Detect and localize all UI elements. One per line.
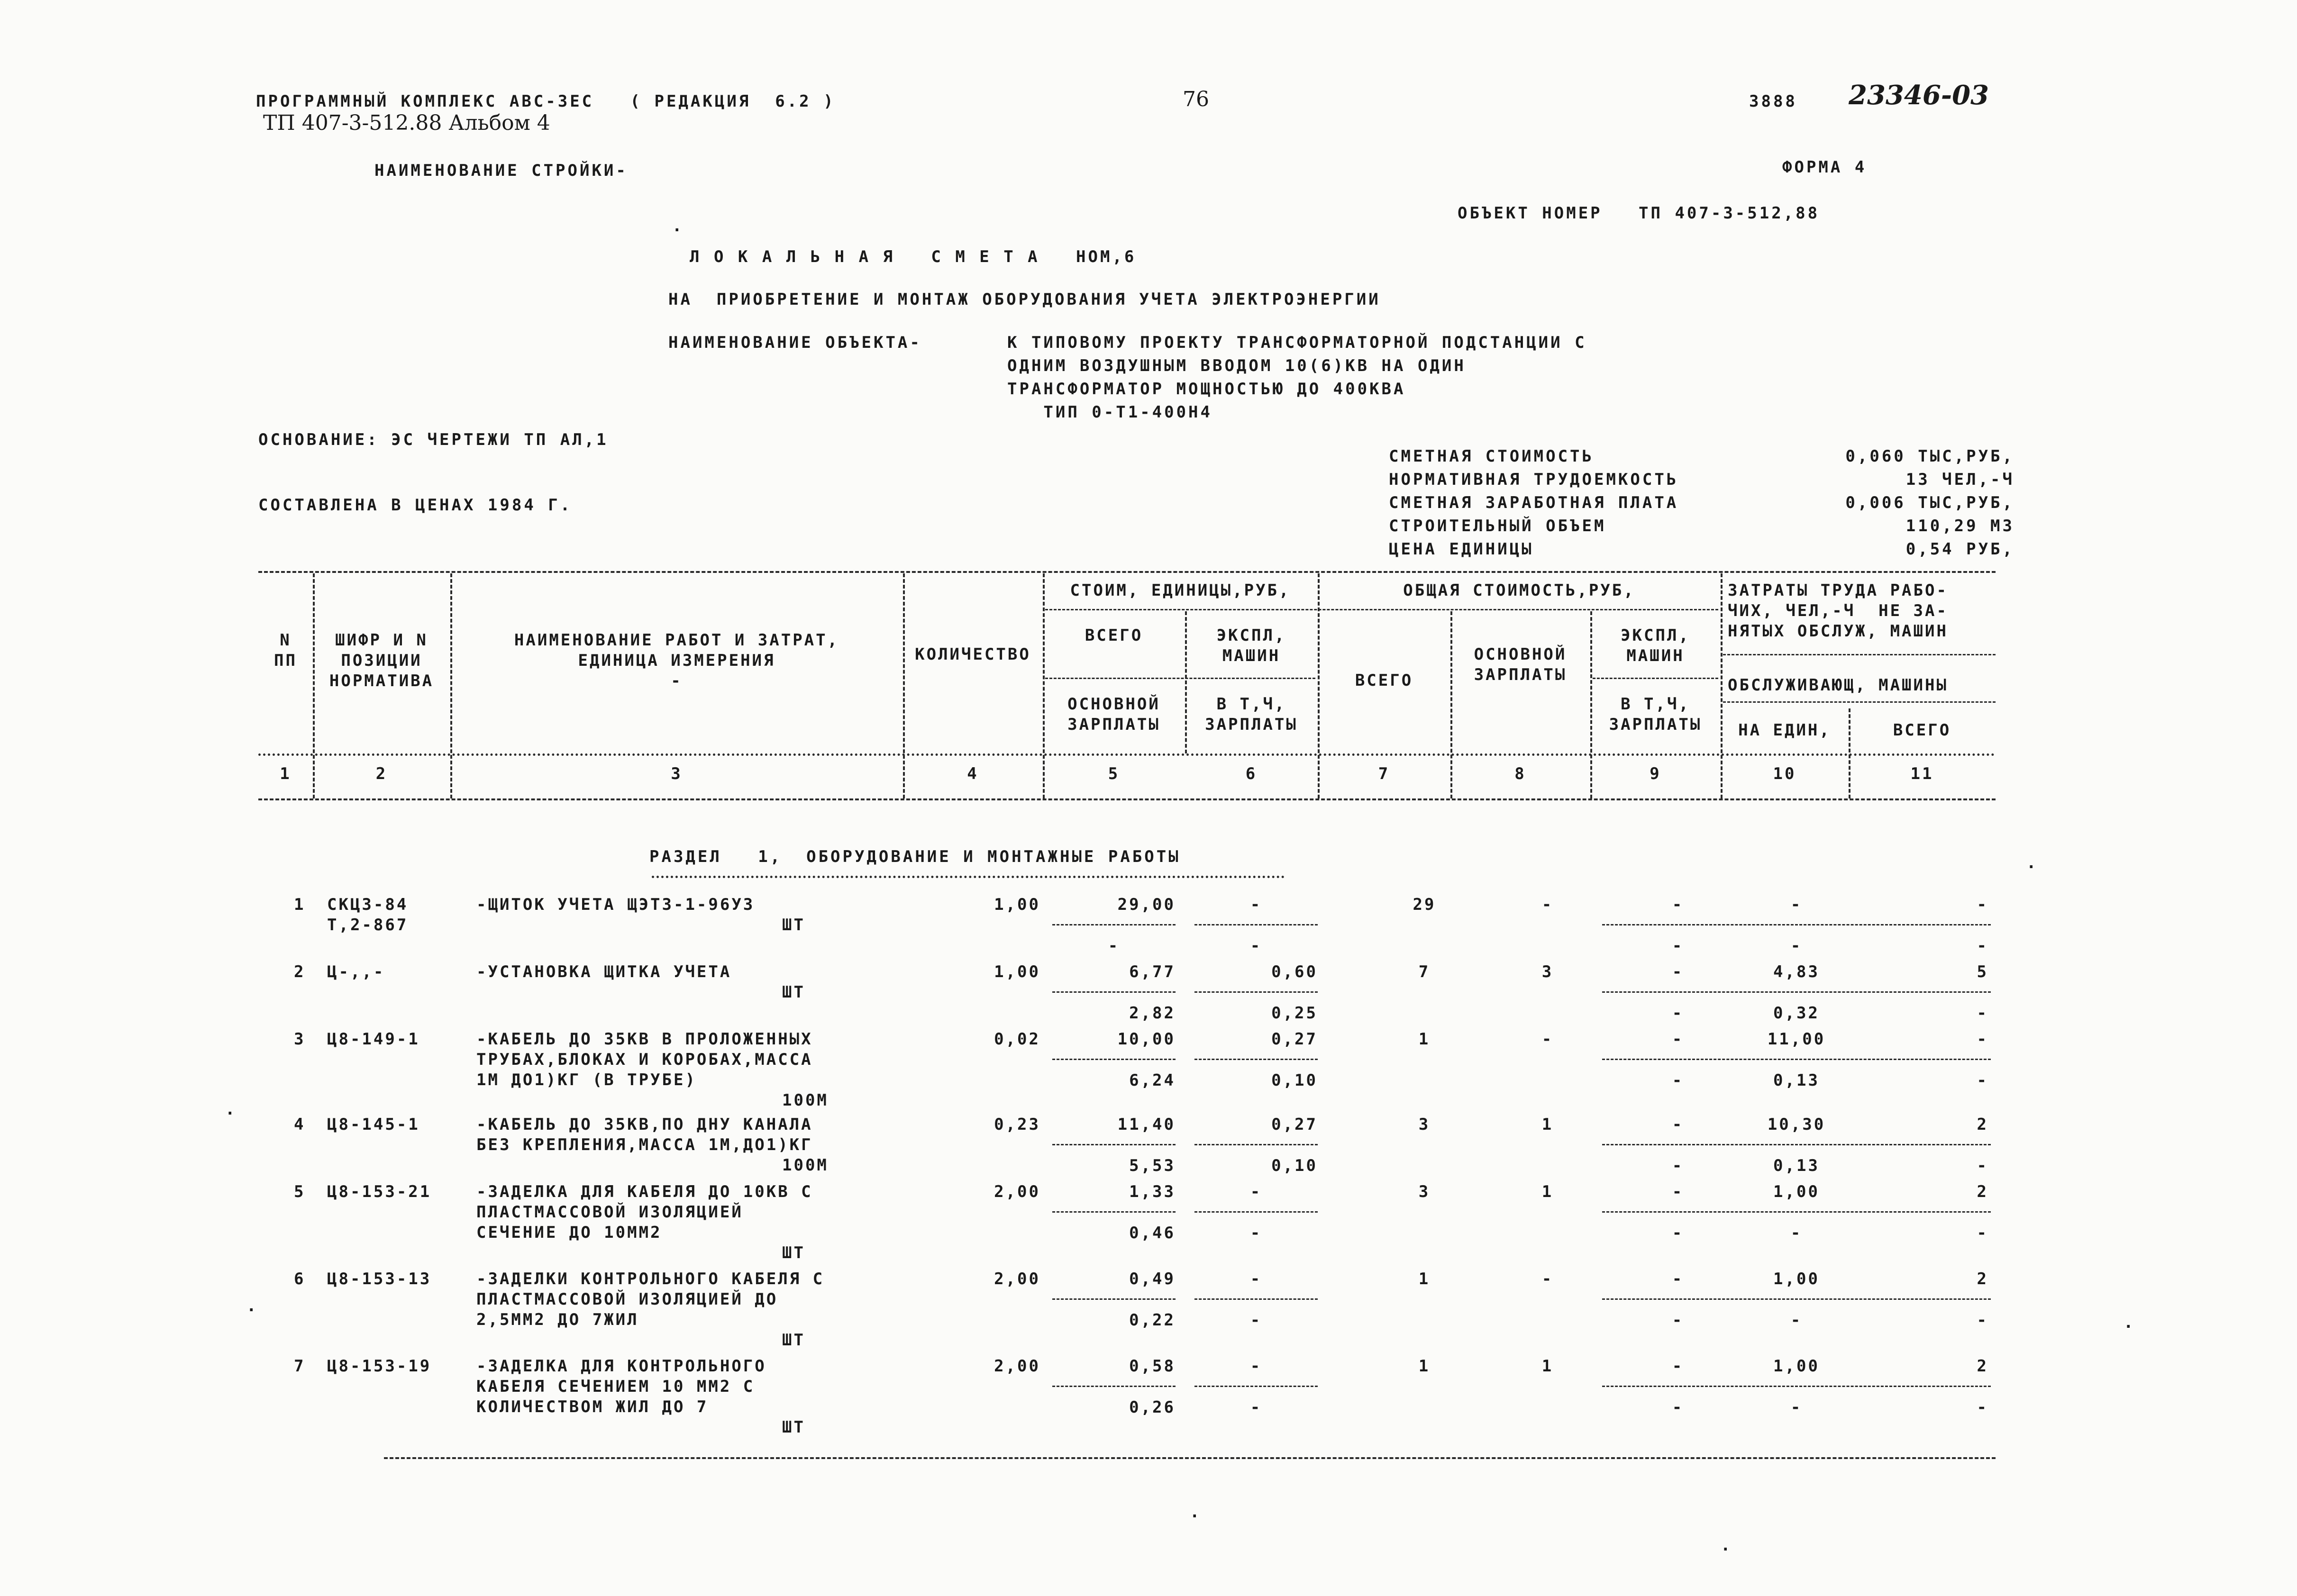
row-machines-salary: - (1672, 936, 1684, 955)
row-number: 1 (294, 895, 306, 914)
row-quantity: 0,23 (994, 1115, 1040, 1134)
subheader-rule (1723, 701, 1996, 703)
row-unit-salary: 0,46 (1129, 1224, 1176, 1242)
row-labor-serving: - (1790, 1311, 1803, 1330)
row-unit: 100М (782, 1156, 829, 1175)
row-labor-per-unit: 4,83 (1773, 962, 1820, 981)
prices-basis: СОСТАВЛЕНА В ЦЕНАХ 1984 Г. (258, 496, 573, 515)
col-header-basic-salary: ОСНОВНОЙ ЗАРПЛАТЫ (1067, 695, 1160, 734)
cell-divider (1052, 1298, 1176, 1300)
cell-divider (1052, 1144, 1176, 1145)
row-unit-incl-salary: - (1250, 1224, 1262, 1242)
cell-divider (1194, 991, 1318, 993)
subheader-rule (1045, 678, 1315, 679)
col-number: 8 (1514, 764, 1526, 783)
row-unit-salary: 0,26 (1129, 1398, 1176, 1417)
row-number: 7 (294, 1357, 306, 1376)
row-number: 2 (294, 962, 306, 981)
col-header-all: ВСЕГО (1085, 626, 1143, 645)
row-description: -КАБЕЛЬ ДО 35КВ В ПРОЛОЖЕННЫХ ТРУБАХ,БЛОКАХ И КОРОБАХ,МАССА 1М ДО1)КГ (В ТРУБЕ) (476, 1030, 813, 1089)
row-labor-per-unit: 1,00 (1773, 1270, 1820, 1288)
object-line-1: К ТИПОВОМУ ПРОЕКТУ ТРАНСФОРМАТОРНОЙ ПОДСТАНЦИИ С (1007, 333, 1587, 352)
form-label: ФОРМА 4 (1782, 158, 1867, 177)
summary-value: 0,54 РУБ, (1905, 540, 2014, 559)
col-header-machines-total: ЭКСПЛ, МАШИН (1621, 626, 1690, 665)
col-number: 3 (671, 764, 683, 783)
col-header-n: N ПП (274, 631, 297, 670)
row-unit-salary: - (1108, 936, 1120, 955)
cell-divider (1602, 991, 1991, 993)
row-quantity: 0,02 (994, 1030, 1040, 1049)
cell-divider (1194, 1298, 1318, 1300)
cell-divider (1194, 1386, 1318, 1387)
col-header-serving: ОБСЛУЖИВАЮЩ, МАШИНЫ (1728, 676, 1948, 695)
summary-value: 13 ЧЕЛ,-Ч (1905, 470, 2014, 489)
row-unit-cost: 10,00 (1117, 1030, 1176, 1049)
scan-speck: · (2026, 858, 2036, 877)
col-number: 11 (1910, 764, 1934, 783)
cell-divider (1602, 924, 1991, 925)
row-unit-salary: 6,24 (1129, 1071, 1176, 1090)
row-labor-total: 2 (1977, 1115, 1988, 1134)
doc-code: 3888 (1749, 92, 1797, 111)
cell-divider (1052, 1211, 1176, 1213)
row-unit-machines: 0,27 (1271, 1030, 1318, 1049)
col-number: 10 (1773, 764, 1796, 783)
basis: ОСНОВАНИЕ: ЭС ЧЕРТЕЖИ ТП АЛ,1 (258, 430, 609, 449)
row-unit-machines: 0,27 (1271, 1115, 1318, 1134)
col-number: 5 (1108, 764, 1120, 783)
row-labor-total: - (1977, 895, 1988, 914)
row-total-machines: - (1672, 895, 1684, 914)
cell-divider (1602, 1298, 1991, 1300)
row-total-machines: - (1672, 1357, 1684, 1376)
col-header-code: ШИФР И N ПОЗИЦИИ НОРМАТИВА (329, 631, 434, 690)
table-bottom-rule (384, 1457, 1996, 1459)
row-unit-machines: - (1250, 1270, 1262, 1288)
row-machines-salary: - (1672, 1156, 1684, 1175)
row-labor-serving: - (1790, 1224, 1803, 1242)
subheader-rule (1723, 654, 1996, 655)
row-labor-serving-total: - (1977, 1071, 1988, 1090)
col-header-total-all: ВСЕГО (1355, 671, 1413, 690)
cell-divider (1052, 1059, 1176, 1060)
cell-divider (1194, 1211, 1318, 1213)
row-unit-machines: - (1250, 895, 1262, 914)
table-top-rule (258, 571, 1996, 573)
row-code: Ц8-153-13 (327, 1270, 432, 1288)
row-unit-salary: 0,22 (1129, 1311, 1176, 1330)
row-unit-salary: 5,53 (1129, 1156, 1176, 1175)
summary-label: СМЕТНАЯ СТОИМОСТЬ (1389, 447, 1594, 466)
row-unit: ШТ (782, 983, 805, 1002)
row-unit-cost: 29,00 (1117, 895, 1176, 914)
program-line: ПРОГРАММНЫЙ КОМПЛЕКС АВС-ЗЕС ( РЕДАКЦИЯ 6.2 ) (256, 92, 836, 111)
summary-label: НОРМАТИВНАЯ ТРУДОЕМКОСТЬ (1389, 470, 1679, 489)
cell-divider (1052, 1386, 1176, 1387)
object-line-3: ТРАНСФОРМАТОР МОЩНОСТЬЮ ДО 400КВА (1007, 380, 1406, 399)
row-number: 3 (294, 1030, 306, 1049)
col-number: 9 (1650, 764, 1661, 783)
col-header-per-unit: НА ЕДИН, (1738, 721, 1831, 740)
construction-label: НАИМЕНОВАНИЕ СТРОЙКИ- (374, 161, 628, 180)
summary-value: 110,29 М3 (1905, 517, 2014, 535)
scan-speck: · (672, 221, 682, 240)
row-total: 3 (1418, 1115, 1431, 1134)
subheader-rule (1045, 609, 1718, 610)
row-total-machines: - (1672, 1182, 1684, 1201)
col-number: 6 (1245, 764, 1258, 783)
row-code: Ц-,,- (327, 962, 385, 981)
row-total-salary: - (1541, 1030, 1554, 1049)
page-number: 76 (1183, 87, 1209, 111)
object-line-4: ТИП 0-Т1-400Н4 (1007, 403, 1212, 422)
row-number: 6 (294, 1270, 306, 1288)
row-number: 5 (294, 1182, 306, 1201)
row-code: Ц8-153-19 (327, 1357, 432, 1376)
row-unit: ШТ (782, 1331, 805, 1350)
row-quantity: 1,00 (994, 962, 1040, 981)
section-title: РАЗДЕЛ 1, ОБОРУДОВАНИЕ И МОНТАЖНЫЕ РАБОТЫ (649, 847, 1181, 866)
row-labor-serving: 0,13 (1773, 1071, 1820, 1090)
album-line: ТП 407-3-512.88 Альбом 4 (263, 111, 550, 135)
doc-number: 23346-03 (1849, 80, 1989, 111)
subheader-rule (1593, 678, 1718, 679)
row-description: -ЩИТОК УЧЕТА ЩЭТ3-1-96У3 (476, 895, 755, 914)
row-labor-total: - (1977, 1030, 1988, 1049)
row-unit-salary: 2,82 (1129, 1004, 1176, 1023)
row-unit-cost: 6,77 (1129, 962, 1176, 981)
row-code: Ц8-153-21 (327, 1182, 432, 1201)
row-total-salary: - (1541, 895, 1554, 914)
col-number: 1 (280, 764, 292, 783)
row-unit-cost: 11,40 (1117, 1115, 1176, 1134)
row-total: 7 (1418, 962, 1431, 981)
scan-speck: · (246, 1301, 256, 1320)
scan-speck: · (1721, 1540, 1731, 1559)
cell-divider (1052, 991, 1176, 993)
col-header-qty: КОЛИЧЕСТВО (915, 645, 1031, 664)
row-labor-per-unit: 1,00 (1773, 1357, 1820, 1376)
col-header-machines: ЭКСПЛ, МАШИН (1216, 626, 1286, 665)
row-total: 29 (1413, 895, 1436, 914)
row-unit: ШТ (782, 916, 805, 934)
row-unit-cost: 0,58 (1129, 1357, 1176, 1376)
col-number: 7 (1378, 764, 1390, 783)
header-rule (258, 753, 1996, 756)
row-code: Ц8-145-1 (327, 1115, 420, 1134)
document-title: Л О К А Л Ь Н А Я С М Е Т А НОМ,6 (690, 247, 1137, 266)
row-unit-cost: 1,33 (1129, 1182, 1176, 1201)
summary-label: ЦЕНА ЕДИНИЦЫ (1389, 540, 1534, 559)
row-number: 4 (294, 1115, 306, 1134)
col-header-basic-salary-total: ОСНОВНОЙ ЗАРПЛАТЫ (1474, 645, 1567, 684)
row-unit: ШТ (782, 1418, 805, 1437)
row-machines-salary: - (1672, 1398, 1684, 1417)
row-unit-incl-salary: 0,10 (1271, 1071, 1318, 1090)
row-labor-per-unit: 1,00 (1773, 1182, 1820, 1201)
row-labor-per-unit: 11,00 (1767, 1030, 1826, 1049)
row-description: -ЗАДЕЛКА ДЛЯ КОНТРОЛЬНОГО КАБЕЛЯ СЕЧЕНИЕМ 10 ММ2 С КОЛИЧЕСТВОМ ЖИЛ ДО 7 (476, 1357, 766, 1416)
scan-speck: · (225, 1104, 235, 1123)
cell-divider (1052, 924, 1176, 925)
row-code: СКЦЗ-84 Т,2-867 (327, 895, 409, 934)
col-number: 2 (375, 764, 388, 783)
row-machines-salary: - (1672, 1224, 1684, 1242)
cell-divider (1194, 924, 1318, 925)
row-total: 1 (1418, 1357, 1431, 1376)
row-total-machines: - (1672, 1270, 1684, 1288)
row-unit-incl-salary: - (1250, 1311, 1262, 1330)
row-total-machines: - (1672, 962, 1684, 981)
row-total-salary: - (1541, 1270, 1554, 1288)
header-bottom-rule (258, 798, 1996, 800)
section-underline (652, 876, 1285, 878)
row-labor-serving-total: - (1977, 1398, 1988, 1417)
row-labor-serving: - (1790, 936, 1803, 955)
row-machines-salary: - (1672, 1071, 1684, 1090)
row-total-machines: - (1672, 1115, 1684, 1134)
col-header-incl-salary: В Т,Ч, ЗАРПЛАТЫ (1205, 695, 1298, 734)
row-labor-per-unit: - (1790, 895, 1803, 914)
row-labor-total: 2 (1977, 1182, 1988, 1201)
document-subtitle: НА ПРИОБРЕТЕНИЕ И МОНТАЖ ОБОРУДОВАНИЯ УЧЕТА ЭЛЕКТРОЭНЕРГИИ (668, 290, 1381, 309)
row-total-salary: 3 (1541, 962, 1554, 981)
row-description: -УСТАНОВКА ЩИТКА УЧЕТА (476, 962, 732, 981)
row-unit-incl-salary: 0,10 (1271, 1156, 1318, 1175)
row-labor-serving-total: - (1977, 936, 1988, 955)
row-quantity: 2,00 (994, 1270, 1040, 1288)
row-total: 3 (1418, 1182, 1431, 1201)
row-total-salary: 1 (1541, 1115, 1554, 1134)
cell-divider (1194, 1144, 1318, 1145)
cell-divider (1602, 1211, 1991, 1213)
row-labor-serving-total: - (1977, 1224, 1988, 1242)
row-quantity: 1,00 (994, 895, 1040, 914)
row-unit-machines: - (1250, 1357, 1262, 1376)
col-header-incl-salary-total: В Т,Ч, ЗАРПЛАТЫ (1609, 695, 1702, 734)
row-total: 1 (1418, 1270, 1431, 1288)
row-unit: ШТ (782, 1243, 805, 1262)
summary-label: СМЕТНАЯ ЗАРАБОТНАЯ ПЛАТА (1389, 493, 1679, 512)
row-labor-per-unit: 10,30 (1767, 1115, 1826, 1134)
col-header-labor-total: ВСЕГО (1893, 721, 1951, 740)
summary-value: 0,060 ТЫС,РУБ, (1845, 447, 2014, 466)
row-labor-total: 2 (1977, 1357, 1988, 1376)
row-labor-serving-total: - (1977, 1156, 1988, 1175)
row-quantity: 2,00 (994, 1182, 1040, 1201)
row-description: -КАБЕЛЬ ДО 35КВ,ПО ДНУ КАНАЛА БЕЗ КРЕПЛЕНИЯ,МАССА 1М,ДО1)КГ (476, 1115, 813, 1154)
row-labor-serving: - (1790, 1398, 1803, 1417)
scan-speck: · (2124, 1317, 2133, 1336)
row-labor-total: 2 (1977, 1270, 1988, 1288)
row-description: -ЗАДЕЛКА ДЛЯ КАБЕЛЯ ДО 10КВ С ПЛАСТМАССОВОЙ ИЗОЛЯЦИЕЙ СЕЧЕНИЕ ДО 10ММ2 (476, 1182, 813, 1242)
row-description: -ЗАДЕЛКИ КОНТРОЛЬНОГО КАБЕЛЯ С ПЛАСТМАССОВОЙ ИЗОЛЯЦИЕЙ ДО 2,5ММ2 ДО 7ЖИЛ (476, 1270, 825, 1329)
row-unit-machines: - (1250, 1182, 1262, 1201)
row-unit-machines: 0,60 (1271, 962, 1318, 981)
col-number: 4 (967, 764, 979, 783)
cell-divider (1194, 1059, 1318, 1060)
object-line-2: ОДНИМ ВОЗДУШНЫМ ВВОДОМ 10(6)КВ НА ОДИН (1007, 356, 1466, 375)
row-unit-incl-salary: - (1250, 936, 1262, 955)
scan-speck: · (1190, 1507, 1200, 1526)
row-labor-serving-total: - (1977, 1004, 1988, 1023)
row-code: Ц8-149-1 (327, 1030, 420, 1049)
row-unit-incl-salary: 0,25 (1271, 1004, 1318, 1023)
row-labor-total: 5 (1977, 962, 1988, 981)
row-machines-salary: - (1672, 1311, 1684, 1330)
row-total-salary: 1 (1541, 1182, 1554, 1201)
row-unit: 100М (782, 1091, 829, 1110)
row-labor-serving-total: - (1977, 1311, 1988, 1330)
summary-value: 0,006 ТЫС,РУБ, (1845, 493, 2014, 512)
cell-divider (1602, 1386, 1991, 1387)
row-total-salary: 1 (1541, 1357, 1554, 1376)
cell-divider (1602, 1059, 1991, 1060)
object-number: ОБЪЕКТ НОМЕР ТП 407-3-512,88 (1458, 204, 1820, 223)
col-header-labor: ЗАТРАТЫ ТРУДА РАБО- ЧИХ, ЧЕЛ,-Ч НЕ ЗА- НЯТЫХ ОБСЛУЖ, МАШИН (1728, 581, 1948, 641)
row-unit-cost: 0,49 (1129, 1270, 1176, 1288)
row-labor-serving: 0,13 (1773, 1156, 1820, 1175)
row-quantity: 2,00 (994, 1357, 1040, 1376)
row-total-machines: - (1672, 1030, 1684, 1049)
summary-label: СТРОИТЕЛЬНЫЙ ОБЪЕМ (1389, 517, 1606, 535)
row-machines-salary: - (1672, 1004, 1684, 1023)
cell-divider (1602, 1144, 1991, 1145)
col-header-total-cost: ОБЩАЯ СТОИМОСТЬ,РУБ, (1403, 581, 1635, 600)
row-total: 1 (1418, 1030, 1431, 1049)
col-header-unit-cost: СТОИМ, ЕДИНИЦЫ,РУБ, (1070, 581, 1291, 600)
col-header-name: НАИМЕНОВАНИЕ РАБОТ И ЗАТРАТ, ЕДИНИЦА ИЗМЕРЕНИЯ - (514, 631, 839, 690)
row-unit-incl-salary: - (1250, 1398, 1262, 1417)
row-labor-serving: 0,32 (1773, 1004, 1820, 1023)
object-label: НАИМЕНОВАНИЕ ОБЪЕКТА- (668, 333, 922, 352)
